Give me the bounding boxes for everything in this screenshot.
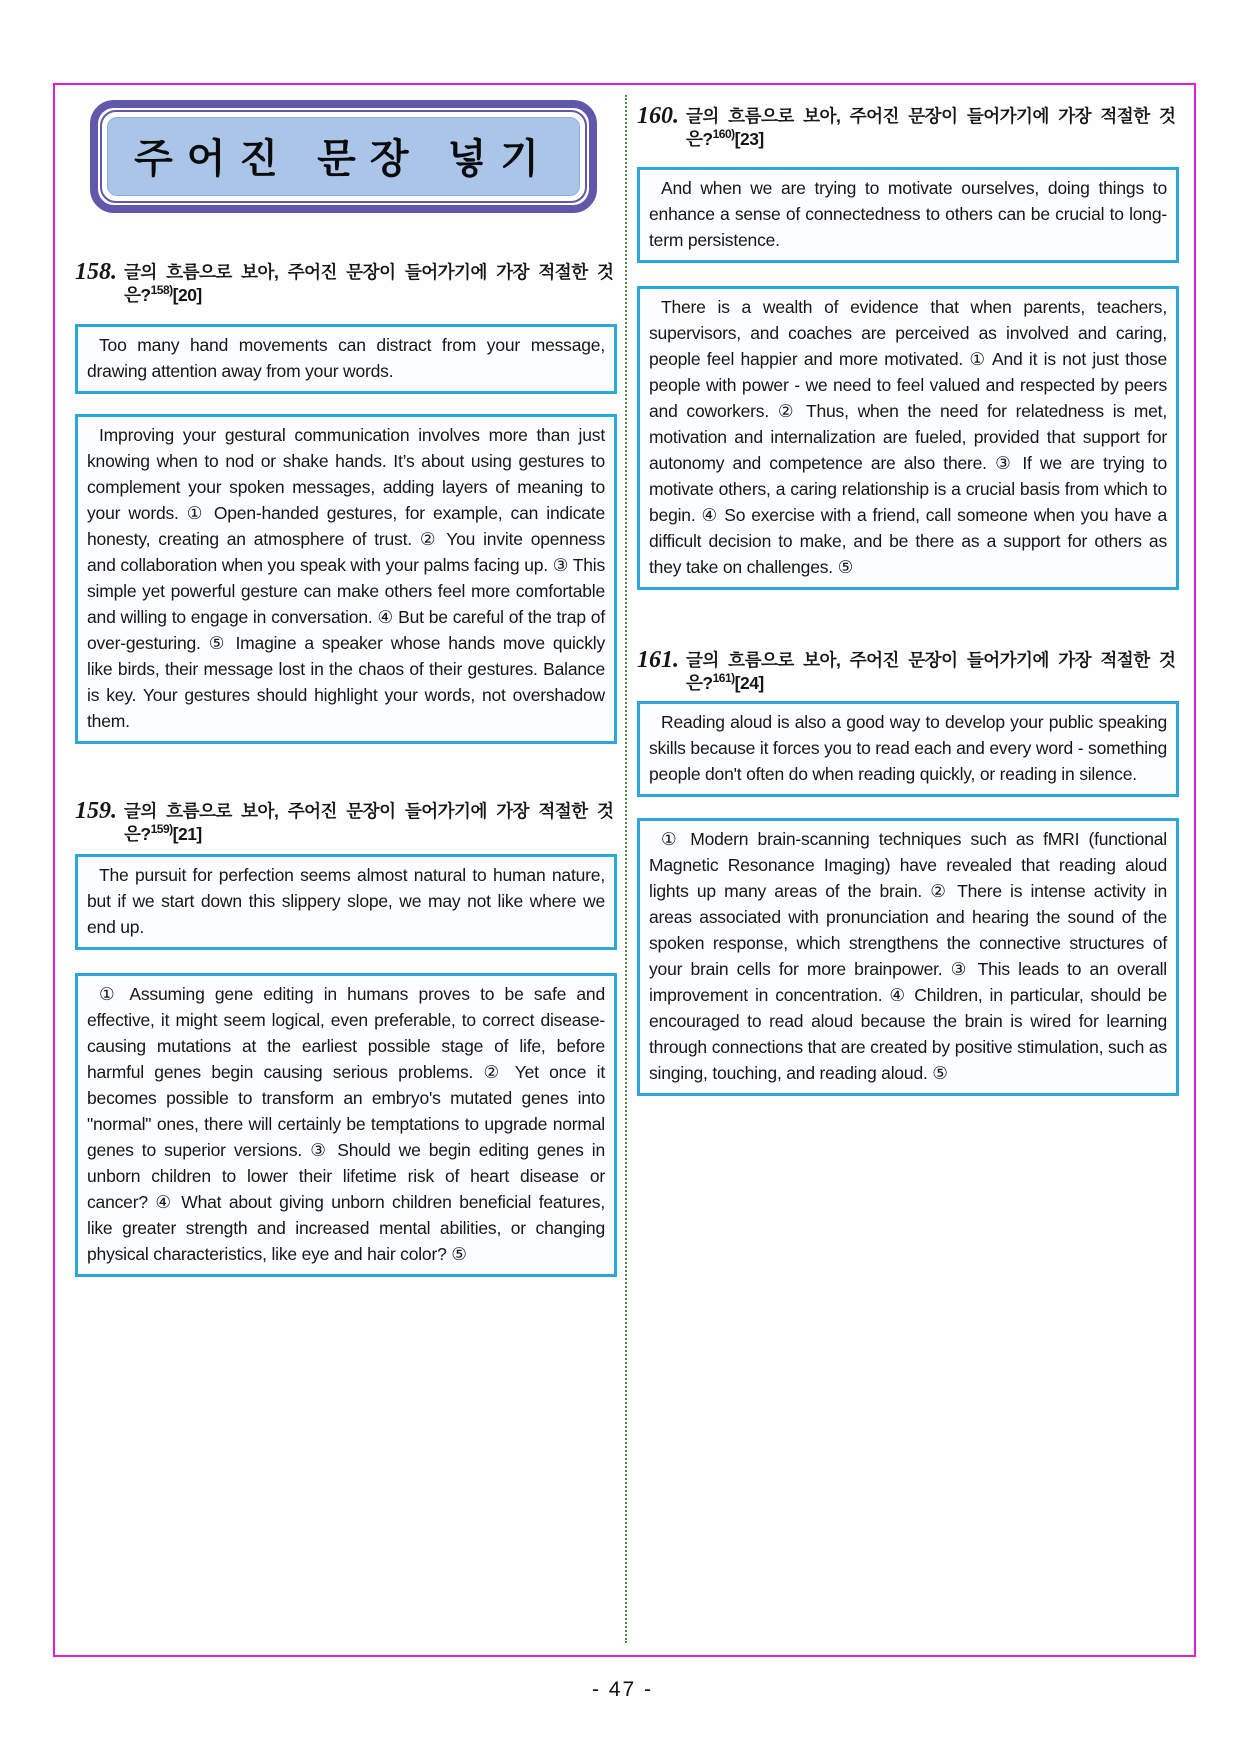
question-158-passage: Improving your gestural communication involves more than just knowing when to nod or shake hands. It’s about using gestures to complement your spoken messages, adding layers of meaning to your words. ① Open-handed gestures, for example, can indicate honesty, creating an atmosphere of trust. ② You invite openness and collaboration when you speak with your palms facing up. ③ This simple yet powerful gesture can make others feel more comfortable and willing to engage in conversation. ④ But be careful of the trap of over-gesturing. ⑤ Imagine a speaker whose hands move quickly like birds, their message lost in the chaos of their gestures. Balance is key. Your gestures should highlight your words, not overshadow them. (87, 425, 605, 731)
question-161-passage: ① Modern brain-scanning techniques such as fMRI (functional Magnetic Resonance Imaging) have revealed that reading aloud lights up many areas of the brain. ② There is intense activity in areas associated with pronunciation and hearing the sound of the spoken response, which strengthens the connective structures of your brain cells for more brainpower. ③ This leads to an overall improvement in concentration. ④ Children, in particular, should be encouraged to read aloud because the brain is wired for learning through connections that are created by positive stimulation, such as singing, touching, and reading aloud. ⑤ (649, 829, 1167, 1083)
question-158-footnote-ref: 158) (150, 283, 173, 298)
question-161-footnote-ref: 161) (712, 671, 735, 686)
question-158-given-sentence: Too many hand movements can distract from your message, drawing attention away from your words. (87, 335, 605, 381)
question-160-given-sentence-box (637, 167, 1179, 263)
question-159-given-sentence: The pursuit for perfection seems almost natural to human nature, but if we start down this slippery slope, we may not like where we end up. (87, 865, 605, 937)
question-158-given-sentence-box (75, 324, 617, 394)
right-column (637, 95, 1179, 1096)
question-161-header (637, 649, 1179, 695)
question-161-given-sentence-box (637, 701, 1179, 797)
question-158-number: 158. (75, 259, 117, 285)
question-158-prompt-text: 글의 흐름으로 보아, 주어진 문장이 들어가기에 가장 적절한 것은? (124, 262, 614, 305)
left-column (75, 95, 617, 1277)
question-161-given-sentence: Reading aloud is also a good way to develop your public speaking skills because it forces you to read each and every word - something people don't often do when reading quickly, or reading in silence. (649, 712, 1167, 784)
question-160-header (637, 105, 1179, 151)
question-159-given-sentence-box (75, 854, 617, 950)
question-159-passage: ① Assuming gene editing in humans proves to be safe and effective, it might seem logical, even preferable, to correct disease-causing mutations at the earliest possible stage of life, before harmful genes begin causing serious problems. ② Yet once it becomes possible to transform an embryo's mutated genes into "normal" ones, there will certainly be temptations to upgrade normal genes to superior versions. ③ Should we begin editing genes in unborn children to lower their lifetime risk of heart disease or cancer? ④ What about giving unborn children beneficial features, like greater strength and increased mental abilities, or changing physical characteristics, like eye and hair color? ⑤ (87, 984, 605, 1264)
question-159-source-tag: [21] (172, 824, 202, 844)
question-160-footnote-ref: 160) (712, 127, 735, 142)
question-160-source-tag: [23] (734, 129, 764, 149)
question-159-number: 159. (75, 798, 117, 824)
question-160-given-sentence: And when we are trying to motivate ourselves, doing things to enhance a sense of connectedness to others can be crucial to long-term persistence. (649, 178, 1167, 250)
question-160-passage-box (637, 286, 1179, 590)
question-158-header (75, 261, 617, 307)
section-title-inner-ring (100, 110, 587, 203)
question-160-number: 160. (637, 103, 679, 129)
question-159-prompt-text: 글의 흐름으로 보아, 주어진 문장이 들어가기에 가장 적절한 것은? (124, 801, 614, 844)
question-158-prompt (124, 261, 617, 307)
section-title-box (90, 100, 597, 213)
section-title: 주어진 문장 넣기 (134, 137, 553, 181)
section-title-panel (107, 117, 580, 196)
question-160-prompt-text: 글의 흐름으로 보아, 주어진 문장이 들어가기에 가장 적절한 것은? (686, 106, 1176, 149)
question-161-prompt (686, 649, 1179, 695)
question-159-header (75, 800, 617, 846)
question-159-passage-box (75, 973, 617, 1277)
question-159-prompt (124, 800, 617, 846)
question-159-footnote-ref: 159) (150, 822, 173, 837)
question-158-source-tag: [20] (172, 285, 202, 305)
question-160-passage: There is a wealth of evidence that when parents, teachers, supervisors, and coaches are perceived as involved and caring, people feel happier and more motivated. ① And it is not just those people with power - we need to feel valued and respected by peers and coworkers. ② Thus, when the need for relatedness is met, motivation and internalization are fueled, provided that support for autonomy and competence are also there. ③ If we are trying to motivate others, a caring relationship is a crucial basis from which to begin. ④ So exercise with a friend, call someone when you have a difficult decision to make, and be there as a support for others as they take on challenges. ⑤ (649, 297, 1167, 577)
question-161-passage-box (637, 818, 1179, 1096)
question-158-passage-box (75, 414, 617, 744)
question-161-prompt-text: 글의 흐름으로 보아, 주어진 문장이 들어가기에 가장 적절한 것은? (686, 650, 1176, 693)
question-161-number: 161. (637, 647, 679, 673)
question-160-prompt (686, 105, 1179, 151)
column-divider (625, 95, 627, 1643)
question-161-source-tag: [24] (734, 673, 764, 693)
page-number: - 47 - (591, 1678, 653, 1701)
